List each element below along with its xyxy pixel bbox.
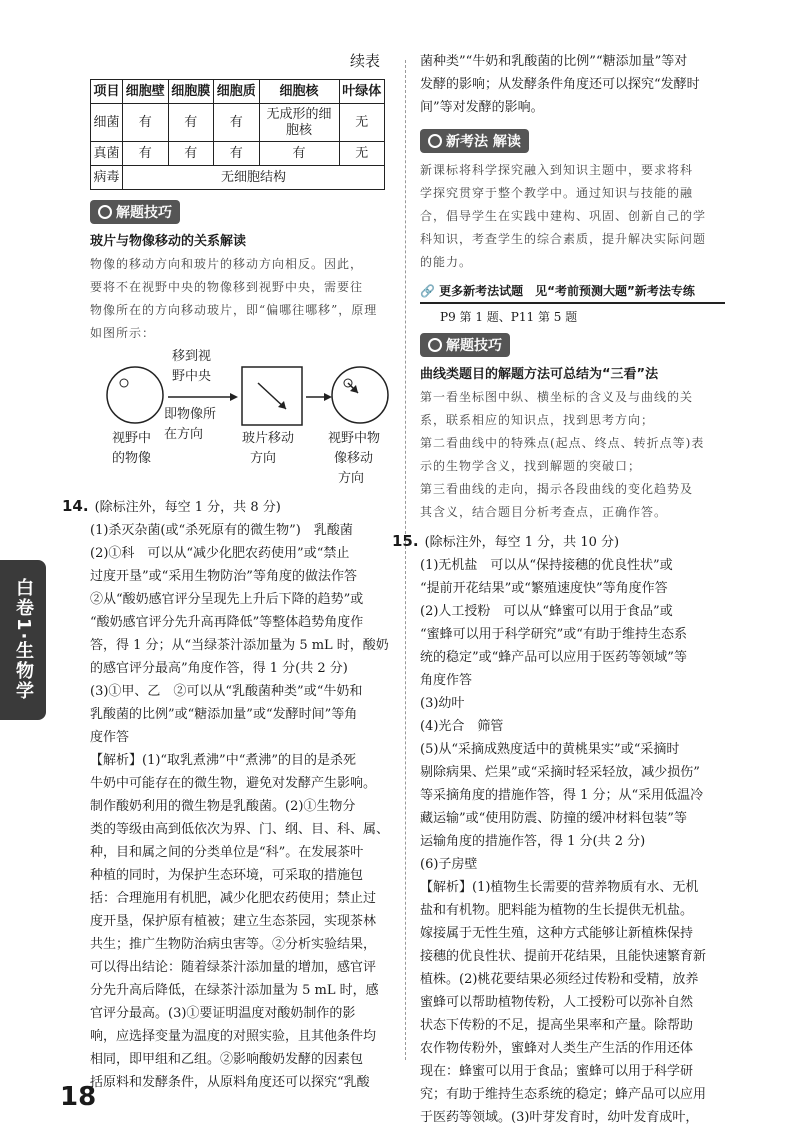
text-line: 剔除病果、烂果”或“采摘时轻采轻放，减少损伤”: [420, 765, 700, 780]
text-line: 科知识，考查学生的综合素质，提升解决实际问题: [420, 232, 707, 246]
analysis-line: 种，目和属之间的分类单位是“科”。在发展茶叶: [90, 845, 364, 861]
text-line: 度作答: [90, 730, 130, 746]
text-line: 等采摘角度的措施作答，得 1 分；从“采用低温冷: [420, 788, 704, 803]
table-header-cell: 细胞质: [214, 80, 259, 104]
analysis-line: 【解析】(1)植物生长需要的营养物质有水、无机: [420, 880, 699, 895]
diagram-caption: 玻片移动: [242, 431, 295, 447]
text-line: (1)杀灭杂菌(或“杀死原有的微生物”) 乳酸菌: [90, 523, 353, 539]
analysis-line: 响，应选择变量为温度的对照实验，且其他条件均: [90, 1029, 377, 1045]
analysis-line: 于医药等领域。(3)叶芽发育时，幼叶发育成叶，: [420, 1110, 699, 1125]
text-line: 其含义，结合题目分析考查点，正确作答。: [420, 505, 668, 519]
text-line: 统的稳定”或“蜂产品可以应用于医药等领域”等: [420, 650, 687, 665]
text-line: 第一看坐标图中纵、横坐标的含义及与曲线的关: [420, 390, 694, 404]
tip-tag: [90, 200, 180, 224]
text-line: 菌种类”“牛奶和乳酸菌的比例”“糖添加量”等对: [420, 54, 688, 69]
text-line: 示的生物学含义，找到解题的突破口；: [420, 459, 642, 473]
text-line: 第二看曲线中的特殊点(起点、终点、转折点等)表: [420, 436, 705, 450]
text-line: (除标注外，每空 1 分，共 8 分): [94, 500, 281, 516]
continued-analysis: [420, 50, 725, 119]
diagram-caption: 像移动: [334, 451, 374, 467]
analysis-line: 接穗的优良性状、提前开花结果，且能快速繁育新: [420, 949, 707, 964]
text-line: (3)①甲、乙 ②可以从“乳酸菌种类”或“牛奶和: [90, 684, 363, 700]
text-line: (1)无机盐 可以从“保持接穗的优良性状”或: [420, 558, 673, 573]
tip-tag-label: 解题技巧: [446, 338, 502, 354]
more-questions-text: 更多新考法试题 见“考前预测大题”新考法专练: [439, 284, 695, 298]
analysis-line: 括原料和发酵条件，从原料角度还可以探究“乳酸: [90, 1075, 370, 1091]
text-line: 运输角度的措施作答，得 1 分(共 2 分): [420, 834, 646, 849]
slide-movement-diagram: [90, 345, 390, 495]
table-header-row: [91, 80, 385, 104]
continued-label: 续表: [349, 52, 380, 70]
more-questions-link: [420, 282, 725, 304]
text-line: (6)子房壁: [420, 857, 478, 872]
diagram-caption: 方向: [338, 471, 365, 487]
text-line: “提前开花结果”或“繁殖速度快”等角度作答: [420, 581, 668, 596]
text-line: 物像的移动方向和玻片的移动方向相反。因此，: [90, 257, 364, 272]
text-line: 的感官评分最高”角度作答，得 1 分(共 2 分): [90, 661, 348, 677]
analysis-line: 现在：蜂蜜可以用于食品；蜜蜂可以用于科学研: [420, 1064, 694, 1079]
analysis-line: 究；有助于维持生态系统的稳定；蜂产品可以应用: [420, 1087, 707, 1102]
table-cell: 有: [259, 142, 339, 166]
text-line: 藏运输”或“使用防震、防撞的缓冲材料包装”等: [420, 811, 687, 826]
diagram-caption: 的物像: [112, 451, 152, 467]
search-icon: [428, 338, 442, 352]
table-row: [91, 104, 385, 142]
text-line: 角度作答: [420, 673, 473, 688]
table-header-cell: 项目: [91, 80, 123, 104]
analysis-line: 官评分最高。(3)①要证明温度对酸奶制作的影: [90, 1006, 356, 1022]
question-15-answer: [392, 530, 725, 1129]
page-number: 18: [60, 1082, 97, 1112]
analysis-line: 共生；推广生物防治病虫害等。②分析实验结果，: [90, 937, 377, 953]
diagram-caption: 视野中物: [328, 431, 381, 447]
tip-body: [90, 253, 390, 345]
analysis-line: 状态下传粉的不足，提高坐果率和产量。除帮助: [420, 1018, 694, 1033]
tip-tag-label: 解题技巧: [116, 205, 172, 222]
analysis-line: 制作酸奶利用的微生物是乳酸菌。(2)①生物分: [90, 799, 356, 815]
table-cell: 无细胞结构: [123, 166, 385, 190]
table-header-cell: 细胞膜: [168, 80, 213, 104]
analysis-line: 可以得出结论：随着绿茶汁添加量的增加，感官评: [90, 960, 377, 976]
text-line: 第三看曲线的走向，揭示各段曲线的变化趋势及: [420, 482, 694, 496]
text-line: “蜜蜂可以用于科学研究”或“有助于维持生态系: [420, 627, 687, 642]
text-line: 过度开垦”或“采用生物防治”等角度的做法作答: [90, 569, 357, 585]
text-line: 新课标将科学探究融入到知识主题中，要求将科: [420, 163, 694, 177]
text-line: (5)从“采摘成熟度适中的黄桃果实”或“采摘时: [420, 742, 680, 757]
text-line: (4)光合 筛管: [420, 719, 504, 734]
question-number: 15.: [392, 532, 419, 550]
table-cell: 无: [339, 142, 385, 166]
text-line: 要将不在视野中央的物像移到视野中央，需要往: [90, 280, 364, 295]
text-line: 学探究贯穿于整个教学中。通过知识与技能的融: [420, 186, 694, 200]
analysis-line: 牛奶中可能存在的微生物，避免对发酵产生影响。: [90, 776, 377, 792]
new-exam-body: [420, 159, 725, 274]
text-line: 发酵的影响；从发酵条件角度还可以探究“发酵时: [420, 77, 700, 92]
diagram-label: 移到视: [172, 349, 212, 365]
table-cell: 病毒: [91, 166, 123, 190]
question-number: 14.: [62, 497, 89, 516]
search-icon: [98, 205, 112, 219]
table-row: [91, 166, 385, 190]
badge-icon: [428, 134, 442, 148]
table-cell: 有: [214, 104, 259, 142]
table-header-cell: 细胞核: [259, 80, 339, 104]
cell-comparison-table: [90, 79, 385, 190]
analysis-line: 相同，即甲组和乙组。②影响酸奶发酵的因素包: [90, 1052, 364, 1068]
table-header-cell: 叶绿体: [339, 80, 385, 104]
link-icon: 🔗: [420, 284, 440, 298]
question-14-answer: [62, 495, 390, 1094]
diagram-caption: 视野中: [112, 431, 152, 447]
tip-body: [420, 386, 725, 524]
text-line: (3)幼叶: [420, 696, 465, 711]
tip-title: 玻片与物像移动的关系解读: [90, 234, 247, 250]
analysis-line: 分先升高后降低，在绿茶汁添加量为 5 mL 时，感: [90, 983, 379, 999]
new-exam-tag: [420, 129, 529, 153]
text-line: “酸奶感官评分先升高再降低”等整体趋势角度作: [90, 615, 364, 631]
text-line: (2)人工授粉 可以从“蜂蜜可以用于食品”或: [420, 604, 673, 619]
text-line: 乳酸菌的比例”或“糖添加量”或“发酵时间”等角: [90, 707, 358, 723]
analysis-line: 括：合理施用有机肥，减少化肥农药使用；禁止过: [90, 891, 377, 907]
table-cell: 有: [168, 142, 213, 166]
text-line: 系，联系相应的知识点，找到思考方向；: [420, 413, 655, 427]
tip-tag: [420, 333, 510, 357]
table-cell: 细菌: [91, 104, 123, 142]
text-line: (2)①科 可以从“减少化肥农药使用”或“禁止: [90, 546, 350, 562]
diagram-label: 即物像所: [164, 407, 217, 423]
table-cell: 无成形的细胞核: [259, 104, 339, 142]
analysis-line: 度开垦，保护原有植被；建立生态茶园，实现茶林: [90, 914, 377, 930]
table-row: [91, 142, 385, 166]
right-column: [392, 50, 725, 1129]
diagram-caption: 方向: [250, 451, 277, 467]
table-cell: 有: [123, 142, 168, 166]
table-header-cell: 细胞壁: [123, 80, 168, 104]
table-cell: 无: [339, 104, 385, 142]
text-line: 物像所在的方向移动玻片，即“偏哪往哪移”，原理: [90, 303, 378, 318]
diagram-label: 在方向: [164, 427, 204, 443]
new-exam-tag-label: 新考法 解读: [446, 134, 521, 150]
table-cell: 有: [123, 104, 168, 142]
text-line: (除标注外，每空 1 分，共 10 分): [424, 535, 620, 550]
text-line: ②从“酸奶感官评分呈现先上升后下降的趋势”或: [90, 592, 364, 608]
text-line: 如图所示：: [90, 326, 156, 341]
text-line: 合，倡导学生在实践中建构、巩固、创新自己的学: [420, 209, 707, 223]
table-cell: 真菌: [91, 142, 123, 166]
table-cell: 有: [168, 104, 213, 142]
more-questions-pages: P9 第 1 题、P11 第 5 题: [440, 310, 578, 324]
side-tab-label: 白卷1·生物学: [0, 560, 46, 720]
analysis-line: 嫁接属于无性生殖，这种方式能够让新植株保持: [420, 926, 694, 941]
analysis-line: 蜜蜂可以帮助植物传粉，人工授粉可以弥补自然: [420, 995, 694, 1010]
analysis-line: 植株。(2)桃花要结果必须经过传粉和受精，放养: [420, 972, 699, 987]
analysis-line: 【解析】(1)“取乳煮沸”中“煮沸”的目的是杀死: [90, 753, 356, 769]
analysis-line: 类的等级由高到低依次为界、门、纲、目、科、属、: [90, 822, 390, 838]
text-line: 间”等对发酵的影响。: [420, 100, 544, 115]
analysis-line: 种植的同时，为保护生态环境，可采取的措施包: [90, 868, 364, 884]
text-line: 的能力。: [420, 255, 473, 269]
text-line: 答，得 1 分；从“当绿茶汁添加量为 5 mL 时，酸奶: [90, 638, 389, 654]
diagram-label: 野中央: [172, 369, 212, 385]
left-column: [62, 50, 390, 1094]
analysis-line: 盐和有机物。肥料能为植物的生长提供无机盐。: [420, 903, 694, 918]
analysis-line: 农作物传粉外，蜜蜂对人类生产生活的作用还体: [420, 1041, 694, 1056]
table-cell: 有: [214, 142, 259, 166]
tip-title: 曲线类题目的解题方法可总结为“三看”法: [420, 367, 659, 382]
